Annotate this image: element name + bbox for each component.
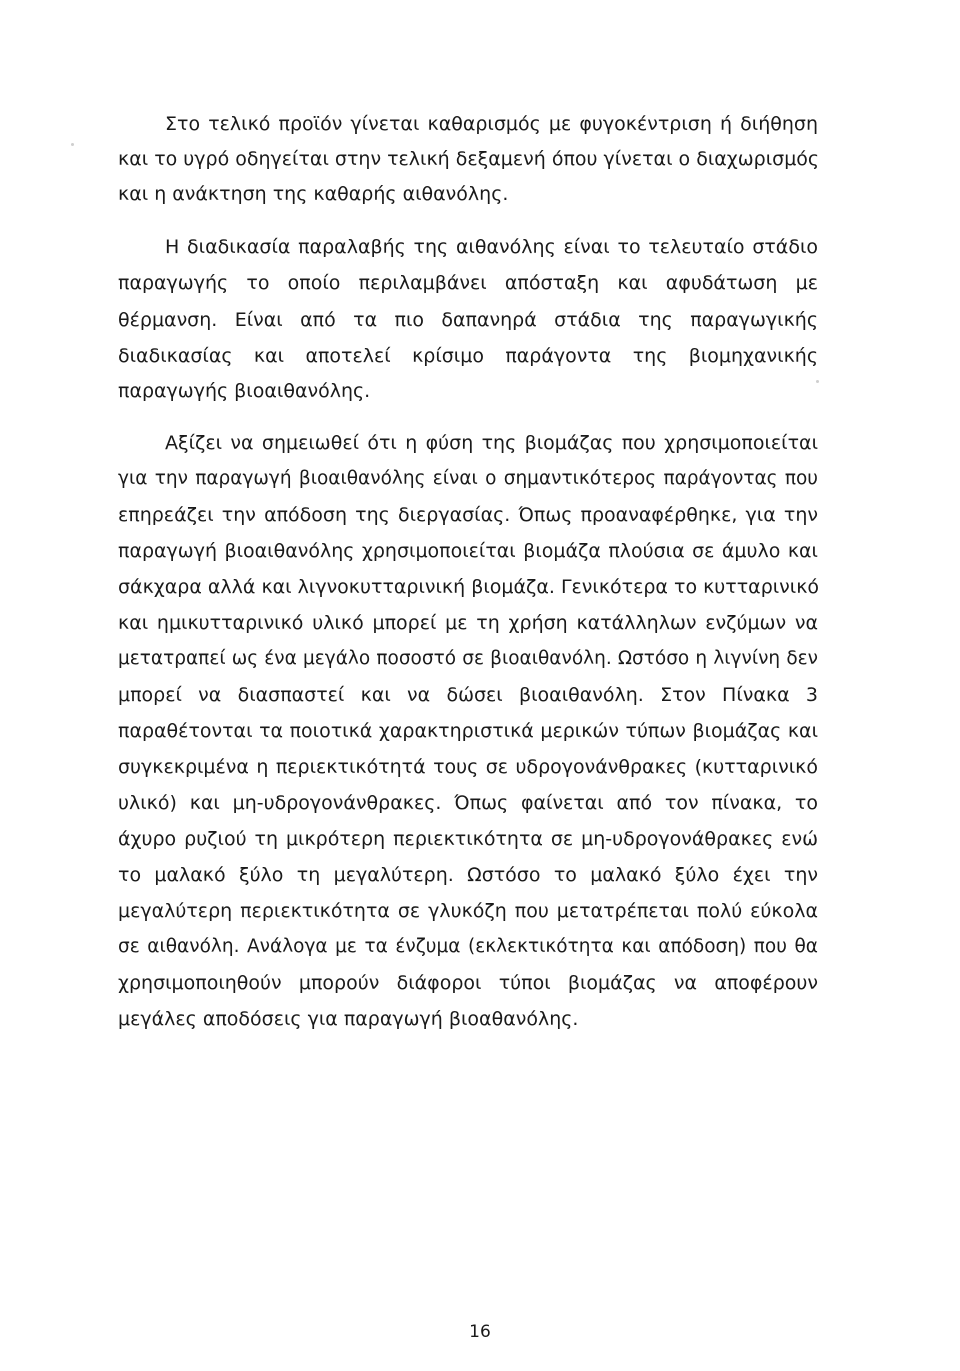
paragraph-3-line-2: για την παραγωγή βιοαιθανόλης είναι ο σημαντικότερος παράγοντας που (118, 468, 818, 489)
paragraph-3-line-3: επηρεάζει την απόδοση της διεργασίας. Όπως προαναφέρθηκε, για την (118, 504, 818, 526)
paragraph-3-line-16: χρησιμοποιηθούν μπορούν διάφοροι τύποι βιομάζας να αποφέρουν (118, 972, 818, 994)
paragraph-2-line-1: Η διαδικασία παραλαβής της αιθανόλης είναι το τελευταίο στάδιο (165, 236, 818, 258)
paragraph-3-line-7: μετατραπεί ως ένα μεγάλο ποσοστό σε βιοαιθανόλη. Ωστόσο η λιγνίνη δεν (118, 648, 818, 669)
paragraph-3-line-5: σάκχαρα αλλά και λιγνοκυτταρινική βιομάζα. Γενικότερα το κυτταρινικό (118, 576, 820, 598)
paragraph-2-line-2: παραγωγής το οποίο περιλαμβάνει απόσταξη και αφυδάτωση με (118, 272, 818, 294)
paragraph-3-line-10: συγκεκριμένα η περιεκτικότητά τους σε υδρογονάνθρακες (κυτταρινικό (118, 756, 818, 778)
paragraph-1-line-1: Στο τελικό προϊόν γίνεται καθαρισμός με φυγοκέντριση ή διήθηση (165, 113, 818, 135)
paragraph-3-line-9: παραθέτονται τα ποιοτικά χαρακτηριστικά μερικών τύπων βιομάζας και (118, 720, 818, 742)
paragraph-3-line-14: μεγαλύτερη περιεκτικότητα σε γλυκόζη που μετατρέπεται πολύ εύκολα (118, 900, 818, 922)
scan-speck (816, 380, 819, 383)
paragraph-2-line-5: παραγωγής βιοαιθανόλης. (118, 380, 371, 402)
paragraph-1-line-3: και η ανάκτηση της καθαρής αιθανόλης. (118, 183, 509, 205)
paragraph-3-line-12: άχυρο ρυζιού τη μικρότερη περιεκτικότητα σε μη-υδρογονάθρακες ενώ (118, 828, 818, 850)
paragraph-3-line-1: Αξίζει να σημειωθεί ότι η φύση της βιομάζας που χρησιμοποιείται (165, 432, 818, 454)
paragraph-2-line-3: θέρμανση. Είναι από τα πιο δαπανηρά στάδια της παραγωγικής (118, 309, 818, 331)
paragraph-2-line-4: διαδικασίας και αποτελεί κρίσιμο παράγοντα της βιομηχανικής (118, 345, 818, 367)
paragraph-3-line-8: μπορεί να διασπαστεί και να δώσει βιοαιθανόλη. Στον Πίνακα 3 (118, 684, 818, 706)
paragraph-3-line-15: σε αιθανόλη. Ανάλογα με τα ένζυμα (εκλεκτικότητα και απόδοση) που θα (118, 936, 818, 957)
scan-speck (71, 143, 74, 146)
paragraph-3-line-6: και ημικυτταρινικό υλικό μπορεί με τη χρήση κατάλληλων ενζύμων να (118, 612, 818, 634)
paragraph-3-line-4: παραγωγή βιοαιθανόλης χρησιμοποιείται βιομάζα πλούσια σε άμυλο και (118, 540, 818, 562)
paragraph-3-line-11: υλικό) και μη-υδρογονάνθρακες. Όπως φαίνεται από τον πίνακα, το (118, 792, 818, 814)
paragraph-3-line-13: το μαλακό ξύλο τη μεγαλύτερη. Ωστόσο το μαλακό ξύλο έχει την (118, 864, 818, 886)
paragraph-3-line-17: μεγάλες αποδόσεις για παραγωγή βιοαθανόλης. (118, 1008, 579, 1030)
page-number: 16 (469, 1322, 491, 1342)
paragraph-1-line-2: και το υγρό οδηγείται στην τελική δεξαμενή όπου γίνεται ο διαχωρισμός (118, 148, 820, 170)
